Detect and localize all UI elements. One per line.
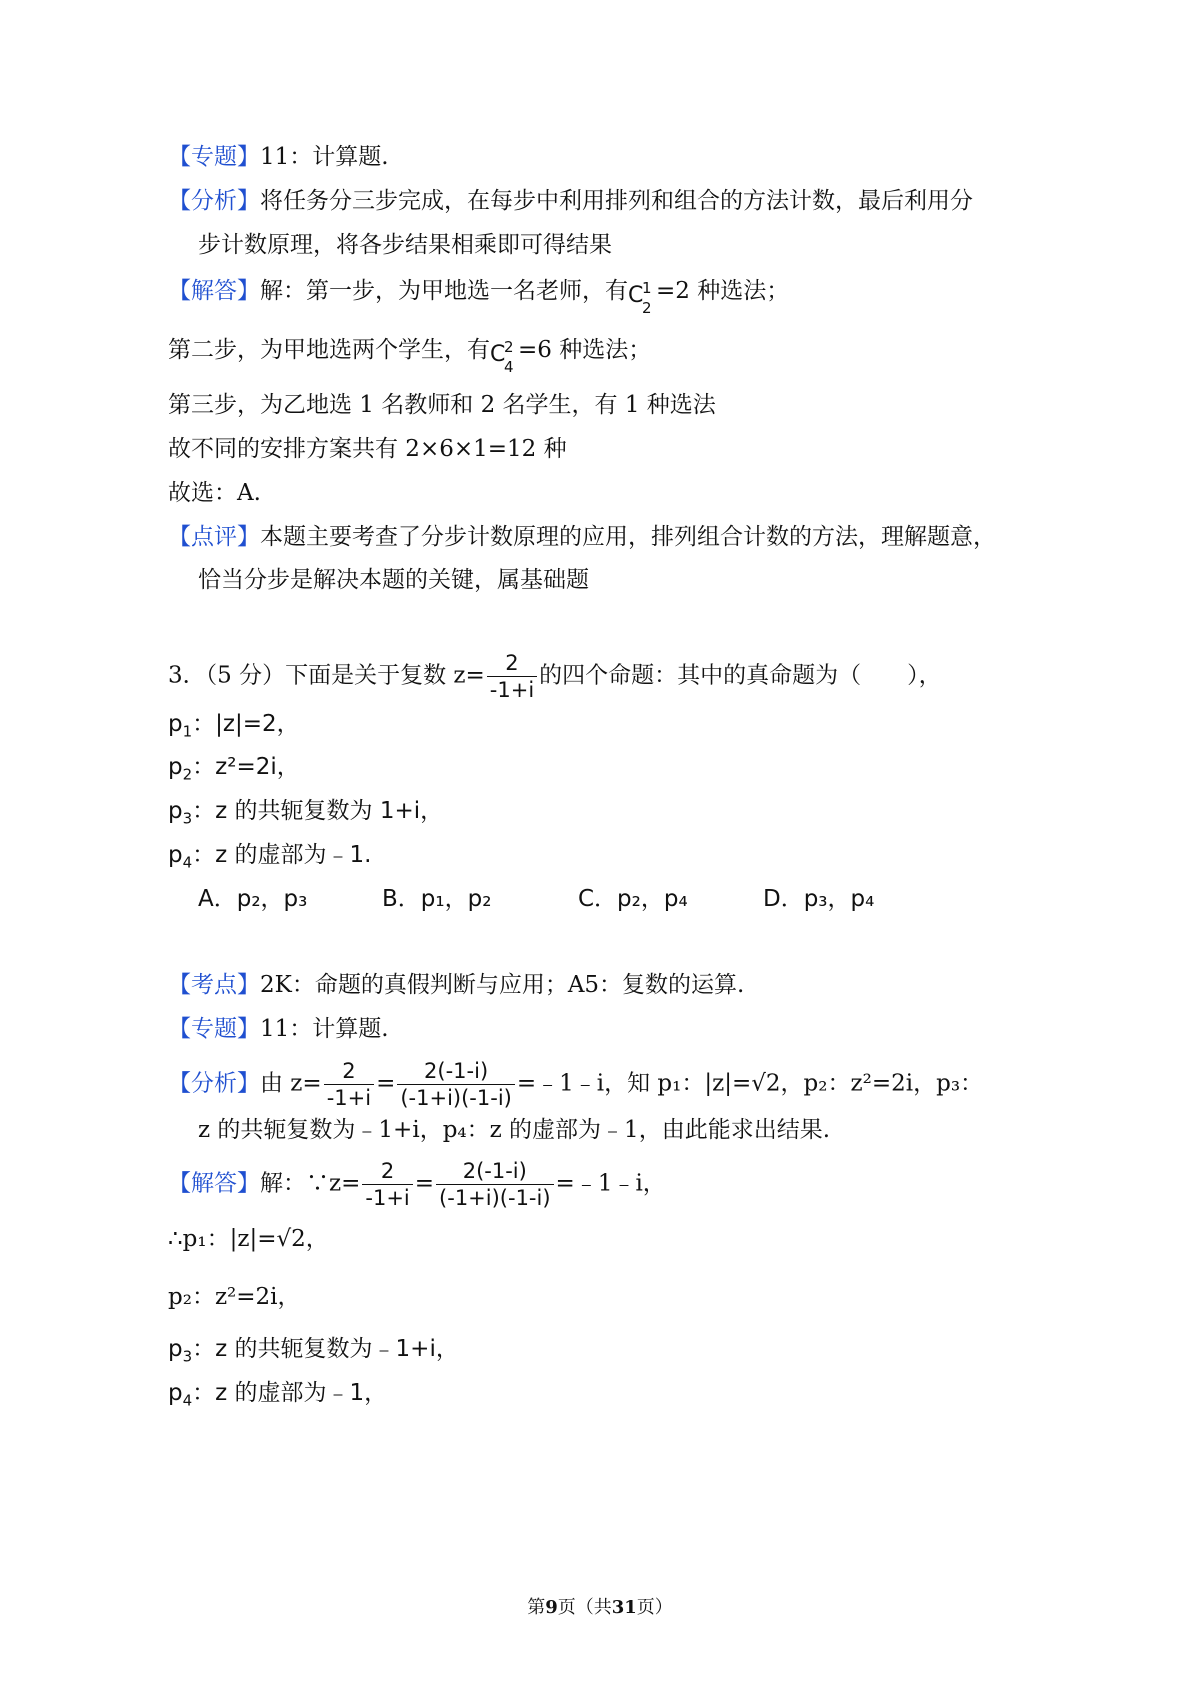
- q3-p1: $p_1$：|z|=2，: [168, 711, 300, 741]
- topic-tag: 【专题】: [168, 144, 260, 170]
- q3-p3: $p_3$：z 的共轭复数为 1+i，: [168, 798, 444, 828]
- q3-option-b[interactable]: B．p₁，p₂: [382, 886, 492, 912]
- step2-text: 第二步，为甲地选两个学生，有: [168, 337, 490, 363]
- q3-answer-tag: 【解答】: [168, 1170, 260, 1197]
- answer-result: =2 种选法；: [656, 278, 790, 304]
- point-text: 2K：命题的真假判断与应用；A5：复数的运算.: [260, 972, 745, 998]
- prev-comment-line-2: 恰当分步是解决本题的关键，属基础题: [198, 567, 589, 593]
- q3-analysis-tag: 【分析】: [168, 1070, 260, 1097]
- prev-answer-line: [168, 274, 790, 317]
- q3-option-a[interactable]: A．p₂，p₃: [198, 886, 308, 912]
- q3-topic-tag: 【专题】: [168, 1016, 260, 1042]
- topic-text: 11：计算题.: [260, 144, 389, 170]
- prev-choice-line: 故选：A.: [168, 480, 261, 506]
- analysis-fraction-2: $\frac{2(-1-i)}{(-1+i)(-1-i)}$: [397, 1058, 515, 1111]
- q3-point-line: [168, 968, 744, 1002]
- q3-analysis-line-1: 【分析】由 z= $\frac{2}{-1+i}$ = $\frac{2(-1-i)}{(-1+i)(-1-i)}$ =﹣1﹣i，知 p₁：|z|=√2，p₂：z²=2i，p₃：: [168, 1059, 984, 1110]
- prev-total-line: 故不同的安排方案共有 2×6×1=12 种: [168, 436, 567, 462]
- prev-step3-line: 第三步，为乙地选 1 名教师和 2 名学生，有 1 种选法: [168, 392, 716, 418]
- answer-text: 解：第一步，为甲地选一名老师，有: [260, 278, 628, 304]
- q3-answer-line: 【解答】解：∵z= $\frac{2}{-1+i}$ = $\frac{2(-1-i)}{(-1+i)(-1-i)}$ =﹣1﹣i，: [168, 1159, 666, 1210]
- step2-result: =6 种选法；: [518, 337, 652, 363]
- q3-analysis-line-2: z 的共轭复数为﹣1+i，p₄：z 的虚部为﹣1，由此能求出结果.: [198, 1117, 831, 1143]
- prev-comment-line-1: [168, 520, 996, 554]
- answer-fraction-2: $\frac{2(-1-i)}{(-1+i)(-1-i)}$: [436, 1158, 554, 1211]
- combination-c-2-1: C 1 2: [628, 279, 652, 317]
- q3-p4: $p_4$：z 的虚部为﹣1.: [168, 842, 372, 872]
- combination-c-4-2: C 2 4: [490, 338, 514, 376]
- analysis-fraction-1: $\frac{2}{-1+i}$: [324, 1058, 374, 1111]
- prev-analysis-line-2: 步计数原理，将各步结果相乘即可得结果: [198, 232, 612, 258]
- q3-answer-p4: $p_4$：z 的虚部为﹣1，: [168, 1380, 388, 1410]
- answer-fraction-1: $\frac{2}{-1+i}$: [362, 1158, 412, 1211]
- q3-fraction: $\frac{2}{-1+i}$: [487, 650, 537, 703]
- q3-option-d[interactable]: D．p₃，p₄: [763, 886, 875, 912]
- q3-stem: [168, 650, 942, 703]
- q3-option-c[interactable]: C．p₂，p₄: [578, 886, 688, 912]
- q3-stem-pre: 3．（5 分）下面是关于复数 z=: [168, 662, 485, 689]
- q3-stem-post: 的四个命题：其中的真命题为（ ），: [539, 662, 942, 689]
- total-pages: 31: [611, 1597, 637, 1618]
- q3-topic-line: [168, 1012, 389, 1046]
- prev-step2-line: [168, 333, 652, 376]
- analysis-tag: 【分析】: [168, 188, 260, 214]
- analysis-text-1: 将任务分三步完成，在每步中利用排列和组合的方法计数，最后利用分: [260, 188, 973, 214]
- answer-tag: 【解答】: [168, 278, 260, 304]
- prev-topic-line: [168, 140, 389, 174]
- q3-answer-p2: p₂：z²=2i，: [168, 1284, 301, 1310]
- page-number: 9: [545, 1597, 558, 1618]
- page-footer: 第9页（共31页）: [527, 1597, 673, 1618]
- q3-p2: $p_2$：z²=2i，: [168, 754, 300, 784]
- comment-text-1: 本题主要考查了分步计数原理的应用，排列组合计数的方法，理解题意，: [260, 524, 996, 550]
- prev-analysis-line-1: [168, 184, 973, 218]
- q3-answer-p3: $p_3$：z 的共轭复数为﹣1+i，: [168, 1336, 459, 1366]
- comment-tag: 【点评】: [168, 524, 260, 550]
- q3-answer-p1: ∴p₁：|z|=√2，: [168, 1226, 329, 1252]
- q3-topic-text: 11：计算题.: [260, 1016, 389, 1042]
- point-tag: 【考点】: [168, 972, 260, 998]
